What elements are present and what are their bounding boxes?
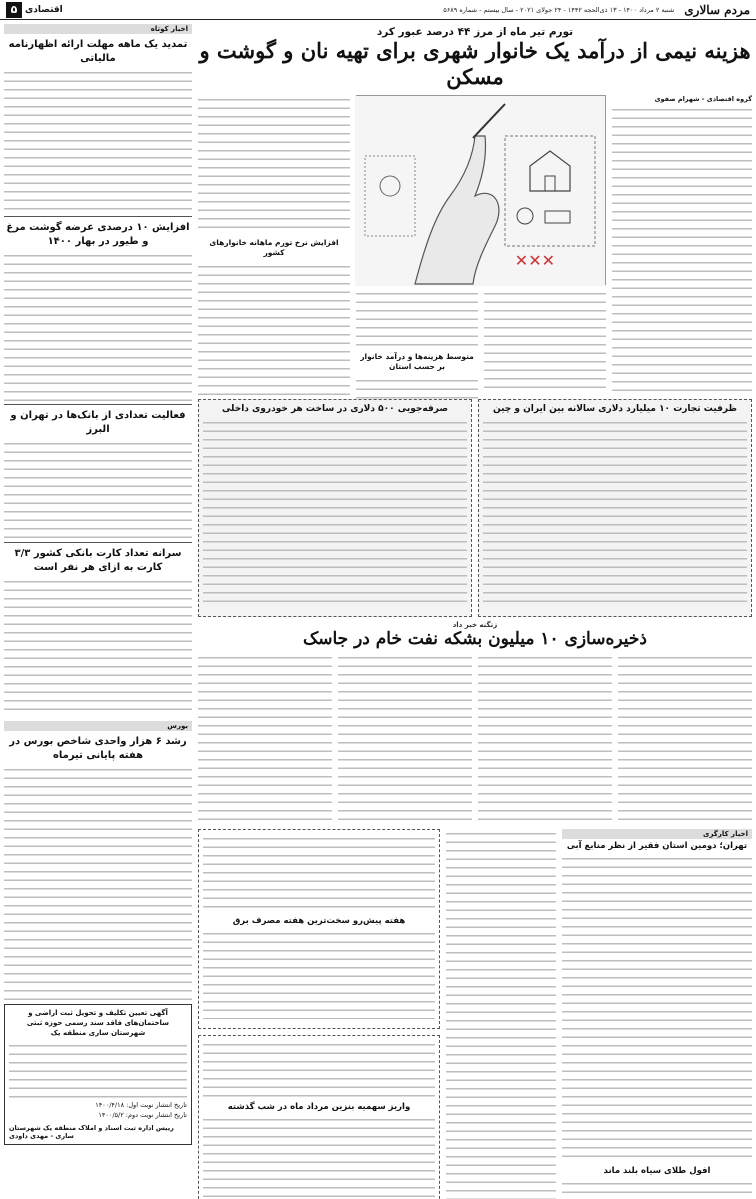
issue-line: شنبه ۲ مرداد ۱۴۰۰ - ۱۳ ذی‌الحجه ۱۴۴۲ - ۲۴ جولای ۲۰۲۱ - سال بیستم - شماره ۵۶۸۹ bbox=[443, 5, 675, 14]
main-headline: هزینه نیمی از درآمد یک خانوار شهری برای تهیه نان و گوشت و مسکن bbox=[199, 38, 751, 90]
body-text bbox=[198, 262, 350, 397]
publish-date-1: تاریخ انتشار نوبت اول: ۱۴۰۰/۴/۱۸ bbox=[95, 1101, 187, 1110]
sidebar-label: اخبار کوتاه bbox=[4, 24, 192, 34]
center-text-cols bbox=[356, 289, 606, 400]
center-col-a bbox=[484, 289, 606, 400]
body-text bbox=[203, 418, 467, 603]
body-text bbox=[4, 439, 192, 539]
body-text bbox=[9, 1041, 187, 1101]
box-car-saving-title: صرفه‌جویی ۵۰۰ دلاری در ساخت هر خودروی داخلی bbox=[221, 403, 449, 414]
body-text bbox=[203, 834, 435, 914]
oil-story-title: افول طلای سیاه بلند ماند bbox=[603, 1165, 711, 1176]
box-china-trade-title: ظرفیت تجارت ۱۰ میلیارد دلاری سالانه بین ایران و چین bbox=[493, 403, 737, 414]
body-text bbox=[338, 653, 472, 823]
section-name: اقتصادی bbox=[25, 4, 63, 15]
main-byline: گروه اقتصادی - شهرام صفوی bbox=[654, 94, 752, 103]
sidebar-item-title: فعالیت تعدادی از بانک‌ها در تهران و البرز bbox=[10, 410, 186, 435]
divider bbox=[4, 542, 192, 543]
hand-drawing-icon bbox=[355, 96, 605, 286]
box-gasoline-title: واریز سهمیه بنزین مرداد ماه در شب گذشته bbox=[227, 1101, 411, 1112]
box-electricity bbox=[198, 829, 440, 1029]
body-text bbox=[198, 653, 332, 823]
body-text bbox=[4, 577, 192, 717]
masthead bbox=[0, 0, 756, 20]
main-story-col-1 bbox=[612, 95, 752, 395]
body-text bbox=[478, 653, 612, 823]
body-text bbox=[356, 289, 478, 349]
water-story-title: تهران؛ دومین استان فقیر از نظر منابع آبی bbox=[566, 840, 748, 851]
divider bbox=[4, 216, 192, 217]
body-text bbox=[203, 929, 435, 1019]
main-story-row bbox=[198, 95, 752, 395]
main-story-col-3 bbox=[198, 95, 350, 395]
sidebar-item-title: تمدید یک ماهه مهلت ارائه اظهارنامه مالیاتی bbox=[8, 39, 188, 64]
box-china-trade bbox=[478, 399, 752, 617]
body-text bbox=[4, 68, 192, 213]
body-text bbox=[562, 854, 752, 1164]
hand-drawing-illustration bbox=[356, 95, 606, 285]
sidebar-item-title: افزایش ۱۰ درصدی عرضه گوشت مرغ و طیور در بهار ۱۴۰۰ bbox=[6, 222, 190, 247]
sidebar-item-title: سرانه تعداد کارت بانکی کشور ۳/۳ کارت به ازای هر نفر است bbox=[14, 548, 182, 573]
body-text bbox=[618, 653, 752, 823]
story2-headline: ذخیره‌سازی ۱۰ میلیون بشکه نفت خام در جاسک bbox=[303, 628, 647, 649]
story2-cols bbox=[198, 653, 752, 823]
body-text bbox=[562, 1179, 752, 1199]
legal-ad-signature: رییس اداره ثبت اسناد و املاک منطقه یک شهرستان ساری - مهدی داودی bbox=[9, 1123, 174, 1140]
main-kicker: تورم تیر ماه از مرز ۴۴ درصد عبور کرد bbox=[376, 26, 574, 38]
body-text bbox=[483, 418, 747, 603]
sidebar-column bbox=[4, 24, 192, 1195]
box-car-saving bbox=[198, 399, 472, 617]
main-column bbox=[198, 24, 752, 1195]
body-text bbox=[484, 289, 606, 393]
page-number: ۵ bbox=[6, 2, 22, 18]
subhead-income: متوسط هزینه‌ها و درآمد خانوار بر حسب استان bbox=[360, 351, 474, 371]
center-col-b bbox=[356, 289, 478, 400]
body-text bbox=[356, 376, 478, 400]
bottom-section bbox=[198, 829, 752, 1199]
body-text bbox=[612, 105, 752, 395]
newspaper-brand: مردم سالاری bbox=[684, 2, 750, 17]
body-text bbox=[203, 1040, 435, 1100]
energy-boxes bbox=[198, 829, 440, 1199]
body-text bbox=[4, 251, 192, 401]
main-story-center bbox=[356, 95, 606, 395]
publish-date-2: تاریخ انتشار نوبت دوم: ۱۴۰۰/۵/۲ bbox=[98, 1111, 187, 1120]
box-gasoline bbox=[198, 1035, 440, 1199]
water-story bbox=[562, 829, 752, 1199]
legal-ad bbox=[4, 1004, 192, 1145]
subhead-inflation: افزایش نرخ تورم ماهانه خانوارهای کشور bbox=[209, 237, 339, 257]
body-text bbox=[203, 1115, 435, 1199]
body-text bbox=[446, 829, 556, 1199]
svg-text:✕✕✕: ✕✕✕ bbox=[514, 250, 555, 270]
highlight-boxes bbox=[198, 399, 752, 617]
market-label: بورس bbox=[4, 721, 192, 731]
divider bbox=[4, 404, 192, 405]
legal-ad-title: آگهی تعیین تکلیف و تحویل ثبت اراضی و ساختمان‌های فاقد سند رسمی حوزه ثبتی شهرستان ساری منطقه یک bbox=[26, 1009, 170, 1037]
story2-kicker: زنگنه خبر داد bbox=[452, 620, 498, 629]
body-text bbox=[4, 765, 192, 1000]
body-text bbox=[198, 95, 350, 235]
water-story-label: اخبار کارگری bbox=[562, 829, 752, 839]
market-title: رشد ۶ هزار واحدی شاخص بورس در هفته پایانی تیرماه bbox=[9, 736, 187, 761]
box-electricity-title: هفته پیش‌رو سخت‌ترین هفته مصرف برق bbox=[232, 915, 406, 926]
section-label bbox=[6, 2, 63, 18]
